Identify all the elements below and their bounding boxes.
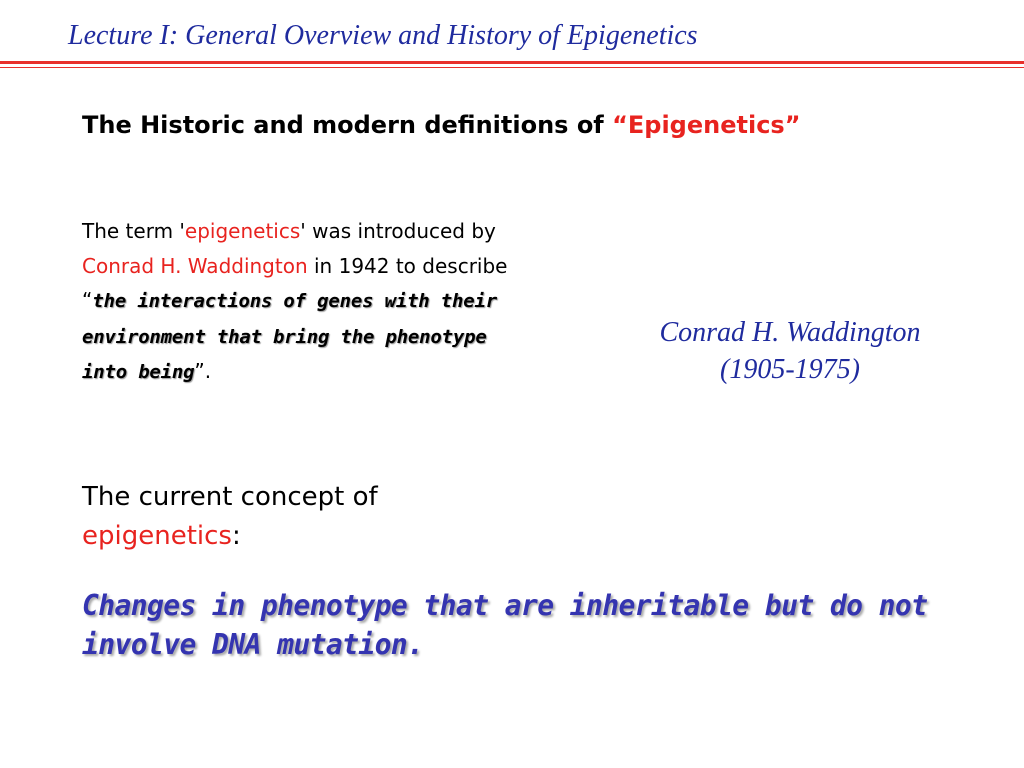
portrait-caption [600,314,980,388]
current-concept-term: epigenetics [82,521,232,551]
header-divider-thin [0,67,1024,68]
definition-text-1: The term ' [82,219,185,243]
definition-text-2: ' was introduced by [300,219,496,243]
definition-term: epigenetics [184,219,301,243]
subtitle-term: “Epigenetics” [612,111,801,139]
slide-header-title: Lecture I: General Overview and History of Epigenetics [68,20,698,51]
definition-paragraph [82,214,542,390]
current-concept-suffix: : [231,521,241,551]
definition-person: Conrad H. Waddington [82,253,308,278]
current-concept-prefix: The current concept of [82,482,378,512]
definition-quote: the interactions of genes with their environment that bring the phenotype into being [82,290,497,383]
slide-subtitle [82,111,801,139]
subtitle-prefix: The Historic and modern definitions of [82,111,613,139]
current-concept-heading [82,478,502,556]
header-divider-thick [0,61,1024,64]
definition-text-4: ”. [194,359,212,383]
portrait-years: (1905-1975) [720,354,860,385]
definition-text-3: in 1942 to describe “ [82,253,508,312]
epigenetics-summary-statement: Changes in phenotype that are inheritable but do not involve DNA mutation. [82,589,928,661]
portrait-name: Conrad H. Waddington [659,317,921,348]
